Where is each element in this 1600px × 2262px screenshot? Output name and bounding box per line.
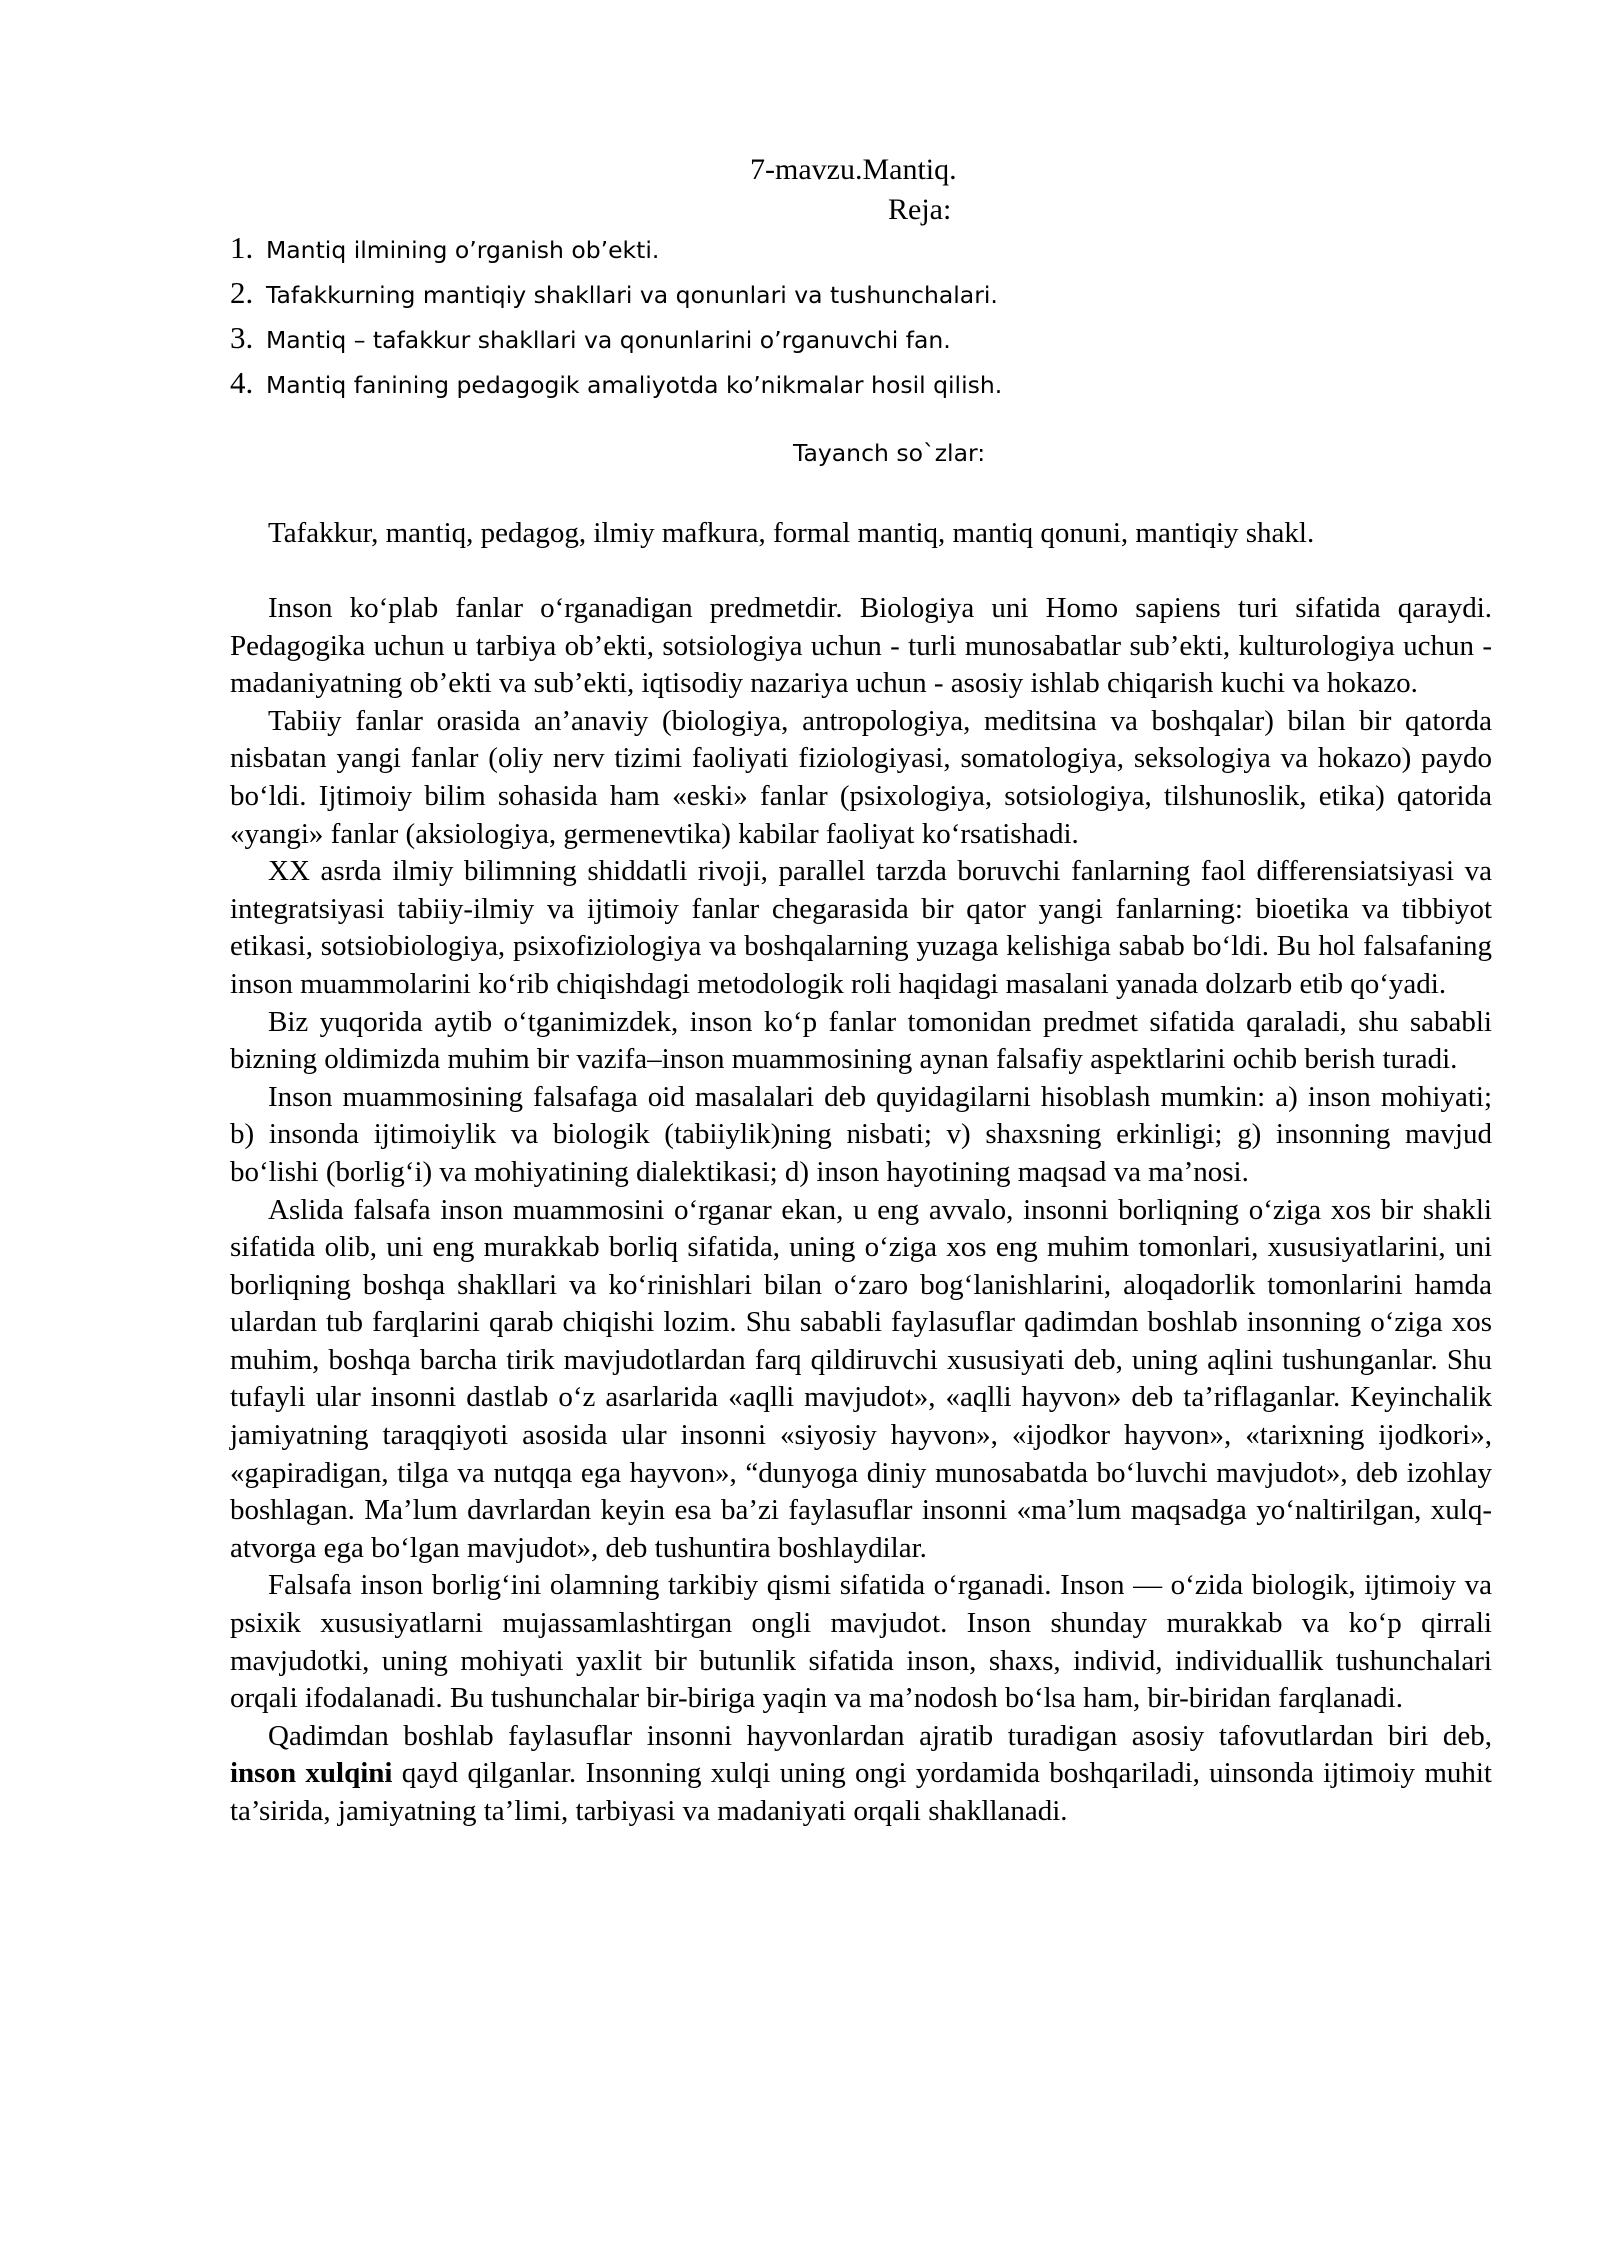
paragraph: XX asrda ilmiy bilimning shiddatli rivoji, parallel tarzda boruvchi fanlarning faol differensiatsiyasi va integratsiyasi tabiiy-ilmiy va ijtimoiy fanlar chegarasida bir qator yangi fanlarning: bioetika va tibbiyot etikasi, sotsiobiologiya, psixofiziologiya va boshqalarning yuzaga kelishiga sabab bo‘ldi. Bu hol falsafaning inson muammolarini ko‘rib chiqishdagi metodologik roli haqidagi masalani yanada dolzarb etib qo‘yadi. bbox=[230, 855, 1492, 1000]
body-text bbox=[230, 590, 1492, 1831]
keywords-text: Tafakkur, mantiq, pedagog, ilmiy mafkura, formal mantiq, mantiq qonuni, mantiqiy shakl. bbox=[268, 517, 1315, 549]
paragraph: Biz yuqorida aytib o‘tganimizdek, inson ko‘p fanlar tomonidan predmet sifatida qaraladi, shu sababli bizning oldimizda muhim bir vazifa–inson muammosining aynan falsafiy aspektlarini ochib berish turadi. bbox=[230, 1005, 1492, 1076]
plan-item-text: Mantiq fanining pedagogik amaliyotda ko’nikmalar hosil qilish. bbox=[266, 371, 1003, 399]
plan-item bbox=[230, 275, 1002, 320]
plan-item-text: Mantiq – tafakkur shakllari va qonunlarini o’rganuvchi fan. bbox=[266, 326, 951, 354]
paragraph: Inson ko‘plab fanlar o‘rganadigan predmetdir. Biologiya uni Homo sapiens turi sifatida qaraydi. Pedagogika uchun u tarbiya ob’ekti, sotsiologiya uchun - turli munosabatlar sub’ekti, kulturologiya uchun - madaniyatning ob’ekti va sub’ekti, iqtisodiy nazariya uchun - asosiy ishlab chiqarish kuchi va hokazo. bbox=[230, 592, 1492, 700]
plan-item bbox=[230, 365, 1002, 410]
plan-item-number: 1. bbox=[230, 230, 254, 265]
paragraph: Inson muammosining falsafaga oid masalalari deb quyidagilarni hisoblash mumkin: a) inson mohiyati; b) insonda ijtimoiylik va biologik (tabiiylik)ning nisbati; v) shaxsning erkinligi; g) insonning mavjud bo‘lishi (borlig‘i) va mohiyatining dialektikasi; d) inson hayotining maqsad va ma’nosi. bbox=[230, 1080, 1492, 1188]
paragraph-text: Qadimdan boshlab faylasuflar insonni hayvonlardan ajratib turadigan asosiy tafovutlardan biri deb, bbox=[268, 1719, 1492, 1752]
paragraph-last bbox=[230, 1718, 1492, 1831]
plan-item-number: 2. bbox=[230, 275, 254, 310]
plan-item-number: 3. bbox=[230, 320, 254, 355]
plan-item-text: Mantiq ilmining o’rganish ob’ekti. bbox=[266, 236, 660, 264]
plan-heading: Reja: bbox=[888, 193, 952, 226]
plan-item bbox=[230, 230, 1002, 275]
paragraph-text: qayd qilganlar. Insonning xulqi uning ongi yordamida boshqariladi, uinsonda ijtimoiy muhit ta’sirida, jamiyatning ta’limi, tarbiyasi va madaniyati orqali shakllanadi. bbox=[230, 1757, 1492, 1827]
document-title: 7-mavzu.Mantiq. bbox=[750, 153, 957, 186]
bold-term: inson xulqini bbox=[230, 1757, 393, 1790]
plan-item bbox=[230, 320, 1002, 365]
plan-list bbox=[230, 230, 1002, 410]
keywords-heading: Tayanch so`zlar: bbox=[793, 439, 986, 467]
paragraph: Aslida falsafa inson muammosini o‘rganar ekan, u eng avvalo, insonni borliqning o‘ziga xos bir shakli sifatida olib, uni eng murakkab borliq sifatida, uning o‘ziga xos eng muhim tomonlari, xususiyatlarini, uni borliqning boshqa shakllari va ko‘rinishlari bilan o‘zaro bog‘lanishlarini, aloqadorlik tomonlarini hamda ulardan tub farqlarini qarab chiqishi lozim. Shu sababli faylasuflar qadimdan boshlab insonning o‘ziga xos muhim, boshqa barcha tirik mavjudotlardan farq qildiruvchi xususiyati deb, uning aqlini tushunganlar. Shu tufayli ular insonni dastlab o‘z asarlarida «aqlli mavjudot», «aqlli hayvon» deb ta’riflaganlar. Keyinchalik jamiyatning taraqqiyoti asosida ular insonni «siyosiy hayvon», «ijodkor hayvon», «tarixning ijodkori», «gapiradigan, tilga va nutqqa ega hayvon», “dunyoga diniy munosabatda bo‘luvchi mavjudot», deb izohlay boshlagan. Ma’lum davrlardan keyin esa ba’zi faylasuflar insonni «ma’lum maqsadga yo‘naltirilgan, xulq-atvorga ega bo‘lgan mavjudot», deb tushuntira boshlaydilar. bbox=[230, 1193, 1492, 1564]
paragraph: Falsafa inson borlig‘ini olamning tarkibiy qismi sifatida o‘rganadi. Inson — o‘zida biologik, ijtimoiy va psixik xususiyatlarni mujassamlashtirgan ongli mavjudot. Inson shunday murakkab va ko‘p qirrali mavjudotki, uning mohiyati yaxlit bir butunlik sifatida inson, shaxs, individ, individuallik tushunchalari orqali ifodalanadi. Bu tushunchalar bir-biriga yaqin va ma’nodosh bo‘lsa ham, bir-biridan farqlanadi. bbox=[230, 1569, 1492, 1715]
paragraph: Tabiiy fanlar orasida an’anaviy (biologiya, antropologiya, meditsina va boshqalar) bilan bir qatorda nisbatan yangi fanlar (oliy nerv tizimi faoliyati fiziologiyasi, somatologiya, seksologiya va hokazo) paydo bo‘ldi. Ijtimoiy bilim sohasida ham «eski» fanlar (psixologiya, sotsiologiya, tilshunoslik, etika) qatorida «yangi» fanlar (aksiologiya, germenevtika) kabilar faoliyat ko‘rsatishadi. bbox=[230, 704, 1492, 850]
plan-item-text: Tafakkurning mantiqiy shakllari va qonunlari va tushunchalari. bbox=[266, 281, 998, 309]
plan-item-number: 4. bbox=[230, 365, 254, 400]
